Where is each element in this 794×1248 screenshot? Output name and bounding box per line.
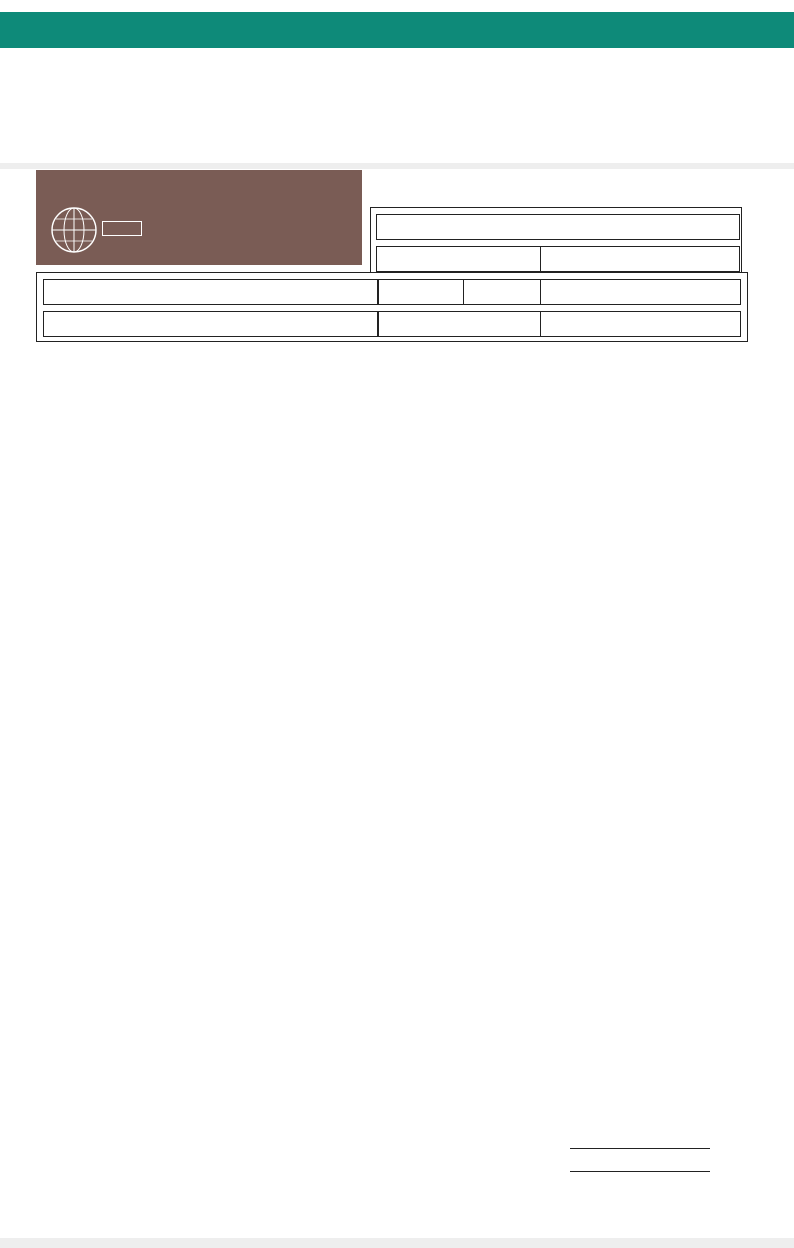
report-title	[0, 12, 794, 48]
current-line	[570, 1148, 710, 1149]
previous-line	[570, 1171, 710, 1172]
requested-box	[43, 311, 378, 337]
lab-logo	[36, 170, 362, 265]
separator-band	[0, 163, 794, 169]
sample-type-box	[540, 246, 740, 272]
footer-band	[0, 1238, 794, 1248]
account-box	[378, 311, 541, 337]
age-box	[378, 279, 464, 305]
sex-box	[463, 279, 541, 305]
date-box	[540, 311, 741, 337]
metabolic-box	[540, 279, 741, 305]
laboratory-no-box	[376, 214, 740, 240]
patient-name-box	[43, 279, 378, 305]
tei-logo-text	[102, 221, 142, 236]
globe-icon	[48, 204, 100, 256]
profile-no-box	[376, 246, 541, 272]
